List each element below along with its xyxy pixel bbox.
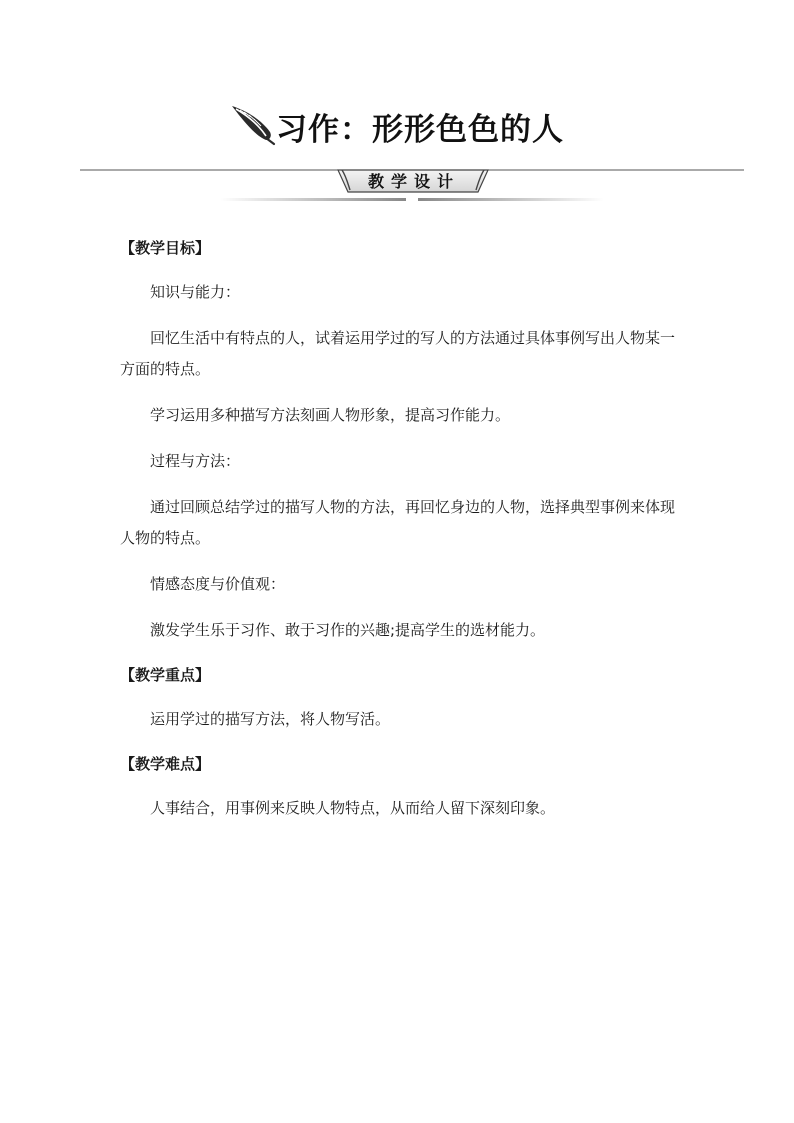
heading-teaching-goals: 【教学目标】 [120, 239, 211, 257]
page-title: 习作：形形色色的人 [276, 112, 564, 148]
title-area [0, 100, 794, 150]
document-body [120, 233, 680, 824]
subheading-knowledge-ability: 知识与能力： [150, 283, 241, 301]
paragraph-emotion-1: 激发学生乐于习作、敢于习作的兴趣;提高学生的选材能力。 [150, 621, 546, 639]
paragraph-difficulties-1: 人事结合，用事例来反映人物特点，从而给人留下深刻印象。 [150, 799, 556, 817]
paragraph-knowledge-1: 回忆生活中有特点的人，试着运用学过的写人的方法通过具体事例写出人物某一方面的特点。 [120, 329, 676, 378]
quill-feather-icon [230, 102, 276, 146]
subheading-emotion-values: 情感态度与价值观： [150, 575, 286, 593]
banner-label: 教学设计 [367, 172, 460, 191]
paragraph-knowledge-2: 学习运用多种描写方法刻画人物形象，提高习作能力。 [150, 406, 511, 424]
paragraph-key-points-1: 运用学过的描写方法，将人物写活。 [150, 710, 391, 728]
section-banner [80, 160, 744, 206]
paragraph-process-1: 通过回顾总结学过的描写人物的方法，再回忆身边的人物，选择典型事例来体现人物的特点。 [120, 498, 676, 547]
heading-key-points: 【教学重点】 [120, 666, 211, 684]
heading-difficulties: 【教学难点】 [120, 755, 211, 773]
subheading-process-method: 过程与方法： [150, 452, 241, 470]
